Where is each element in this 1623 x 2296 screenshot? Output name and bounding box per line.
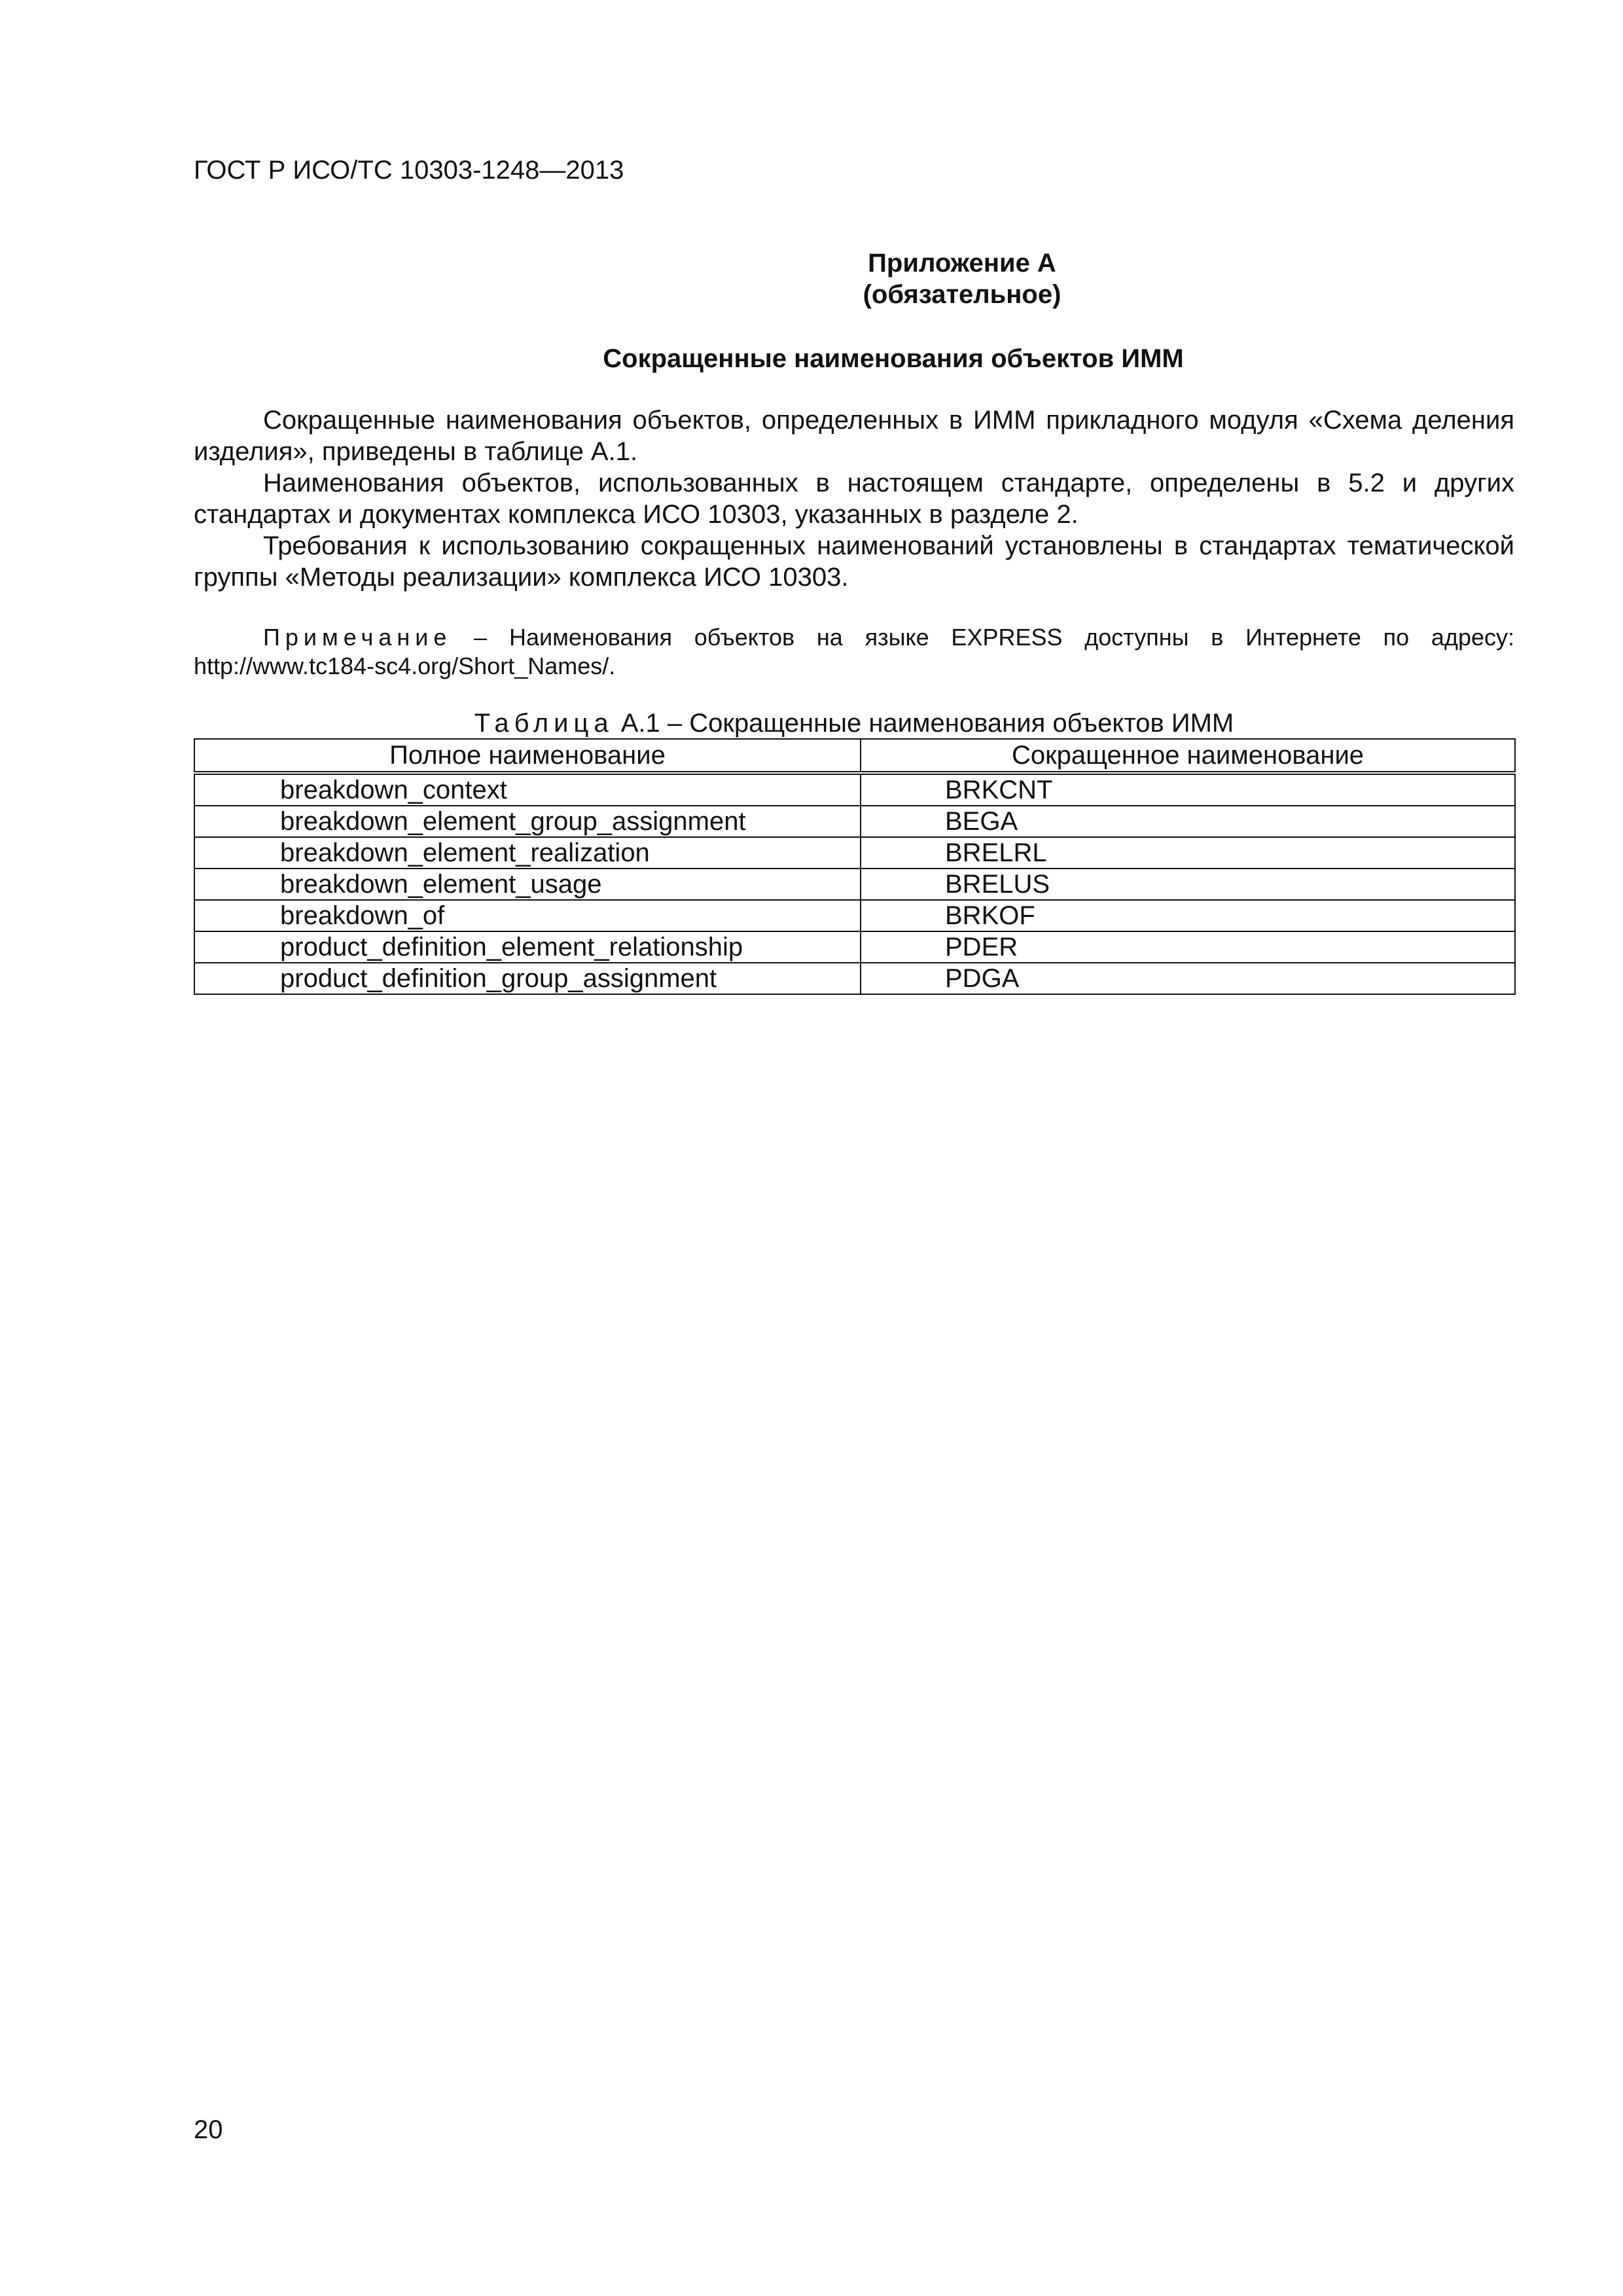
- table-header-row: [194, 739, 1515, 773]
- table-caption-label: Таблица: [474, 709, 614, 738]
- appendix-heading: [194, 247, 1514, 310]
- full-name-cell: product_definition_group_assignment: [194, 963, 861, 994]
- page-number: 20: [194, 2115, 223, 2144]
- appendix-title: Приложение А: [868, 249, 1056, 278]
- note-label: Примечание: [263, 624, 452, 651]
- appendix-status: (обязательное): [863, 280, 1061, 309]
- body-text: [194, 404, 1514, 593]
- full-name-cell: breakdown_context: [194, 773, 861, 806]
- section-title: Сокращенные наименования объектов ИММ: [603, 344, 1184, 373]
- column-header-short-name: Сокращенное наименование: [861, 739, 1515, 773]
- short-name-cell: BRKCNT: [861, 773, 1515, 806]
- table-row: [194, 963, 1515, 994]
- table-row: [194, 806, 1515, 837]
- paragraph: Наименования объектов, использованных в настоящем стандарте, определены в 5.2 и других стандартах и документах комплекса ИСО 10303, указанных в разделе 2.: [194, 469, 1514, 529]
- full-name-cell: breakdown_element_usage: [194, 869, 861, 900]
- table-row: [194, 837, 1515, 869]
- full-name-cell: product_definition_element_relationship: [194, 931, 861, 963]
- note-text: – Наименования объектов на языке EXPRESS доступны в Интернете по адресу: http://www.tc184-sc4.org/Short_Names/.: [194, 624, 1514, 679]
- paragraph: Сокращенные наименования объектов, определенных в ИММ прикладного модуля «Схема деления изделия», приведены в таблице А.1.: [194, 406, 1514, 466]
- full-name-cell: breakdown_element_group_assignment: [194, 806, 861, 837]
- short-name-cell: BRELRL: [861, 837, 1515, 869]
- short-name-cell: PDER: [861, 931, 1515, 963]
- table-row: [194, 900, 1515, 931]
- short-names-table: [194, 738, 1516, 995]
- column-header-full-name: Полное наименование: [194, 739, 861, 773]
- table-row: [194, 869, 1515, 900]
- table-caption: [194, 708, 1514, 738]
- note: [194, 623, 1514, 681]
- full-name-cell: breakdown_element_realization: [194, 837, 861, 869]
- full-name-cell: breakdown_of: [194, 900, 861, 931]
- standard-code-header: ГОСТ Р ИСО/ТС 10303-1248—2013: [194, 156, 624, 185]
- table-caption-text: А.1 – Сокращенные наименования объектов ИММ: [613, 709, 1234, 738]
- table-row: [194, 931, 1515, 963]
- table-row: [194, 773, 1515, 806]
- short-name-cell: BRKOF: [861, 900, 1515, 931]
- short-name-cell: PDGA: [861, 963, 1515, 994]
- short-name-cell: BEGA: [861, 806, 1515, 837]
- paragraph: Требования к использованию сокращенных наименований установлены в стандартах тематической группы «Методы реализации» комплекса ИСО 10303.: [194, 531, 1514, 592]
- short-name-cell: BRELUS: [861, 869, 1515, 900]
